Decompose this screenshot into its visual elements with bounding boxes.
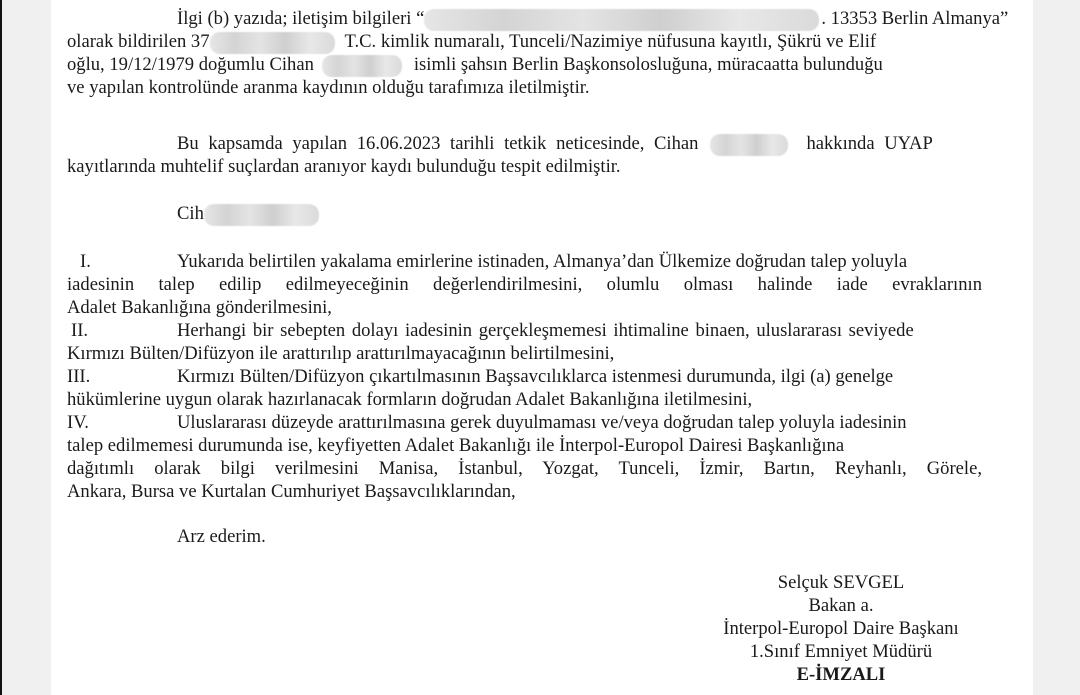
redacted-text — [204, 204, 319, 226]
item-I-line-3: Adalet Bakanlığına gönderilmesini, — [67, 297, 332, 318]
viewer-edge — [0, 0, 2, 695]
item-IV-line-1: IV. Uluslararası düzeyde arattırılmasına gerek duyulmaması ve/veya doğrudan talep yoluyla iadesinin — [67, 412, 907, 433]
item-II-line-2: Kırmızı Bülten/Difüzyon ile arattırılıp arattırılmayacağının belirtilmesini, — [67, 343, 615, 364]
paragraph-2-line-2: kayıtlarında muhtelif suçlardan aranıyor kaydı bulunduğu tespit edilmiştir. — [67, 156, 621, 177]
paragraph-1-line-1: İlgi (b) yazıda; iletişim bilgileri “ . 13353 Berlin Almanya” — [177, 8, 1009, 29]
item-IV-line-4: Ankara, Bursa ve Kurtalan Cumhuriyet Başsavcılıklarından, — [67, 481, 516, 502]
paragraph-1-line-4: ve yapılan kontrolünde aranma kaydının olduğu tarafımıza iletilmiştir. — [67, 77, 590, 98]
item-III-line-2: hükümlerine uygun olarak hazırlanacak formların doğrudan Adalet Bakanlığına iletilmesini, — [67, 389, 753, 410]
redacted-address — [424, 9, 819, 31]
item-I-line-1: I. Yukarıda belirtilen yakalama emirlerine istinaden, Almanya’dan Ülkemize doğrudan talep yoluyla — [80, 251, 908, 272]
item-III-line-1: III. Kırmızı Bülten/Difüzyon çıkartılmasının Başsavcılıklarca istenmesi durumunda, ilgi (a) genelge — [67, 366, 894, 387]
signatory-on-behalf: Bakan a. — [808, 595, 874, 616]
paragraph-1-line-2: olarak bildirilen 37 T.C. kimlik numaralı, Tunceli/Nazimiye nüfusuna kayıtlı, Şükrü ve Elif — [67, 31, 877, 52]
redacted-id-number — [210, 32, 335, 54]
redacted-surname — [710, 134, 788, 156]
item-IV-line-2: talep edilmemesi durumunda ise, keyfiyetten Adalet Bakanlığı ile İnterpol-Europol Dairesi Başkanlığına — [67, 435, 845, 456]
signatory-rank: 1.Sınıf Emniyet Müdürü — [749, 641, 933, 662]
item-I-line-2: iadesinin talep edilip edilmeyeceğinin değerlendirilmesini, olumlu olması halinde iade evraklarının — [67, 274, 982, 295]
signatory-name: Selçuk SEVGEL — [777, 572, 905, 593]
closing-text: Arz ederim. — [177, 526, 266, 547]
e-signature-stamp: E-İMZALI — [796, 664, 886, 685]
paragraph-1-line-3: oğlu, 19/12/1979 doğumlu Cihan isimli şahsın Berlin Başkonsolosluğuna, müracaatta bulunduğu — [67, 54, 883, 75]
item-IV-line-3: dağıtımlı olarak bilgi verilmesini Manisa, İstanbul, Yozgat, Tunceli, İzmir, Bartın, Reyhanlı, Görele, — [67, 458, 982, 479]
document-page — [51, 0, 1033, 695]
paragraph-3-line-1: Cih — [177, 203, 319, 226]
redacted-surname — [322, 55, 402, 77]
item-II-line-1: II. Herhangi bir sebepten dolayı iadesinin gerçekleşmemesi ihtimaline binaen, uluslararası seviyede — [71, 320, 914, 341]
signatory-title: İnterpol-Europol Daire Başkanı — [723, 618, 959, 639]
paragraph-2-line-1: Bu kapsamda yapılan 16.06.2023 tarihli tetkik neticesinde, Cihan hakkında UYAP — [177, 133, 933, 154]
